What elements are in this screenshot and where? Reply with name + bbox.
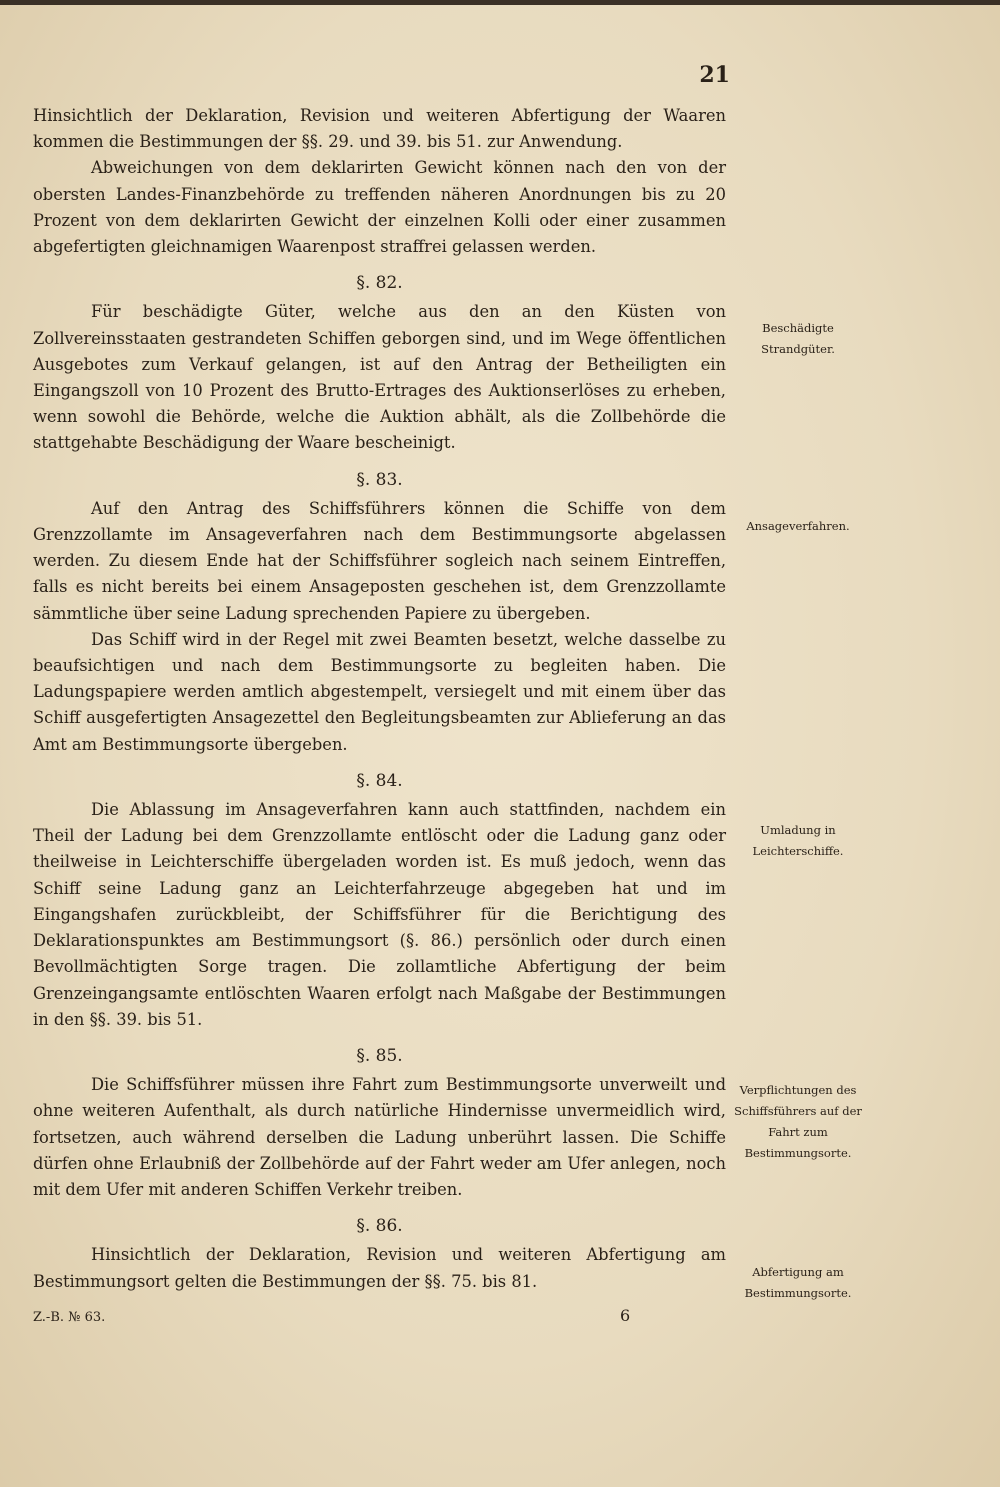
margin-note-verpflichtungen: Verpflichtungen des Schiffsführers auf der Fahrt zum Bestimmungsorte. [734, 1083, 862, 1160]
footer-signature: Z.-B. № 63. [33, 1310, 106, 1325]
section-heading-84: §. 84. [356, 770, 403, 791]
margin-note-abfertigung: Abfertigung am Bestimmungsorte. [744, 1265, 852, 1300]
section-heading-86: §. 86. [356, 1216, 403, 1237]
page-number: 21 [699, 62, 730, 88]
margin-note-umladung: Umladung in Leichterschiffe. [752, 823, 844, 858]
paragraph: Für beschädigte Güter, welche aus den an den Küsten von Zollvereinsstaaten gestrandeten Schiffen geborgen sind, und im Wege öffentlichen Ausgebotes zum Verkauf gelangen, ist auf den Antrag der Betheiligten ein Eingangszoll von 10 Prozent des Brutto-Ertrages des Auktionserlöses zu erheben, wenn sowohl die Behörde, welche die Auktion abhält, als die Zollbehörde die stattgehabte Beschädigung der Waare bescheinigt. [33, 302, 726, 453]
section-heading-83: §. 83. [356, 469, 403, 490]
paragraph: Das Schiff wird in der Regel mit zwei Beamten besetzt, welche dasselbe zu beaufsichtigen und nach dem Bestimmungsorte zu begleiten haben. Die Ladungspapiere werden amtlich abgestempelt, versiegelt und mit einem über das Schiff ausgefertigten Ansagezettel den Begleitungsbeamten zur Ablieferung an das Amt am Bestimmungsorte übergeben. [33, 629, 726, 754]
section-heading-82: §. 82. [356, 273, 403, 294]
paragraph: Die Schiffsführer müssen ihre Fahrt zum Bestimmungsorte unverweilt und ohne weiteren Aufenthalt, als durch natürliche Hindernisse unvermeidlich wird, fortsetzen, auch während derselben die Ladung unberührt lassen. Die Schiffe dürfen ohne Erlaubniß der Zollbehörde auf der Fahrt weder am Ufer anlegen, noch mit dem Ufer mit anderen Schiffen Verkehr treiben. [33, 1075, 726, 1199]
main-text-column [33, 103, 726, 1295]
section-heading-85: §. 85. [356, 1045, 403, 1066]
footer-sheet-number: 6 [620, 1306, 631, 1325]
paragraph: Auf den Antrag des Schiffsführers können die Schiffe von dem Grenzzollamte im Ansageverfahren nach dem Bestimmungsorte abgelassen werden. Zu diesem Ende hat der Schiffsführer sogleich nach seinem Eintreffen, falls es nicht bereits bei einem Ansageposten geschehen ist, dem Grenzzollamte sämmtliche über seine Ladung sprechenden Papiere zu übergeben. [33, 498, 726, 623]
paragraph: Abweichungen von dem deklarirten Gewicht können nach den von der obersten Landes-Finanzbehörde zu treffenden näheren Anordnungen bis zu 20 Prozent von dem deklarirten Gewicht der einzelnen Kolli oder einer zusammen abgefertigten gleichnamigen Waarenpost straffrei gelassen werden. [33, 158, 726, 257]
paragraph: Hinsichtlich der Deklaration, Revision und weiteren Abfertigung der Waaren kommen die Bestimmungen der §§. 29. und 39. bis 51. zur Anwendung. [33, 106, 726, 152]
top-edge-rule [0, 0, 1000, 5]
paragraph: Die Ablassung im Ansageverfahren kann auch stattfinden, nachdem ein Theil der Ladung bei dem Grenzzollamte entlöscht oder die Ladung ganz oder theilweise in Leichterschiffe übergeladen worden ist. Es muß jedoch, wenn das Schiff seine Ladung ganz an Leichterfahrzeuge abgegeben hat und im Eingangshafen zurückbleibt, der Schiffsführer für die Berichtigung des Deklarationspunktes am Bestimmungsort (§. 86.) persönlich oder durch einen Bevollmächtigten Sorge tragen. Die zollamtliche Abfertigung der beim Grenzeingangsamte entlöschten Waaren erfolgt nach Maßgabe der Bestimmungen in den §§. 39. bis 51. [33, 800, 726, 1029]
margin-note-ansageverfahren: Ansageverfahren. [746, 519, 850, 533]
margin-note-strandgueter: Beschädigte Strandgüter. [761, 321, 835, 356]
paragraph: Hinsichtlich der Deklaration, Revision und weiteren Abfertigung am Bestimmungsort gelten die Bestimmungen der §§. 75. bis 81. [33, 1245, 726, 1291]
